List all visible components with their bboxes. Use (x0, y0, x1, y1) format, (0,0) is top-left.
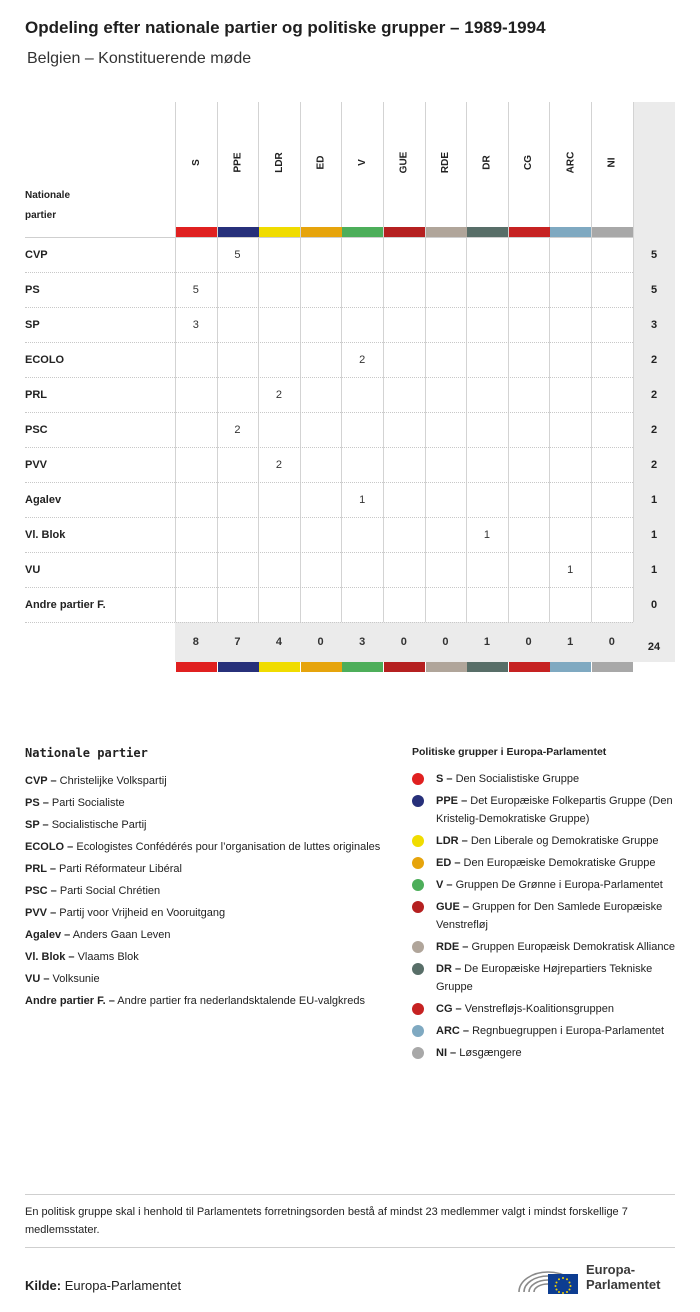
group-color-dot-icon (412, 879, 424, 891)
grand-total: 24 (647, 641, 661, 653)
group-color-bar (384, 227, 425, 237)
seat-value: 2 (275, 458, 283, 471)
party-seat-total: 1 (650, 563, 658, 576)
logo-line2: Parlamentet (586, 1277, 661, 1292)
legend-name: Det Europæiske Folkepartis Gruppe (Den Kristelig-Demokratiske Gruppe) (436, 795, 673, 825)
group-header-gue (383, 102, 425, 222)
group-color-dot-icon (412, 773, 424, 785)
legend-name: Gruppen Europæisk Demokratisk Alliance (468, 941, 676, 953)
group-color-bar (550, 227, 591, 237)
party-row-label: VU (25, 563, 41, 576)
group-legend-item (412, 960, 682, 996)
legend-name: Venstrefløjs-Koalitionsgruppen (461, 1003, 614, 1015)
national-party-legend-item (25, 838, 385, 856)
legend-name: Vlaams Blok (74, 951, 139, 963)
group-header-v (341, 102, 383, 222)
column-total: 4 (275, 636, 283, 648)
legend-name: Volksunie (49, 973, 100, 985)
group-header-label: DR (481, 154, 493, 170)
national-party-legend-item (25, 948, 385, 966)
group-color-dot-icon (412, 857, 424, 869)
legend-name: Christelijke Volkspartij (56, 775, 167, 787)
group-color-bar (509, 662, 550, 672)
group-color-dot-icon (412, 835, 424, 847)
group-color-bar (426, 227, 467, 237)
party-row-label: PS (25, 283, 40, 296)
seat-value: 3 (192, 318, 199, 331)
column-total: 8 (192, 636, 199, 648)
group-color-dot-icon (412, 1047, 424, 1059)
legend-name: Partij voor Vrijheid en Vooruitgang (56, 907, 226, 919)
legend-name: Løsgængere (456, 1047, 522, 1059)
group-color-bar (301, 227, 342, 237)
group-legend-item (412, 1000, 682, 1018)
seat-value: 2 (275, 388, 283, 401)
party-row-label: Agalev (25, 493, 62, 506)
group-header-label: LDR (273, 151, 285, 173)
group-legend-item (412, 1044, 682, 1062)
legend-name: Den Socialistiske Gruppe (452, 773, 580, 785)
group-color-bar (550, 662, 591, 672)
legend-code: NI – (436, 1047, 457, 1059)
group-header-label: ARC (564, 151, 576, 173)
groups-heading: Politiske grupper i Europa-Parlamentet (412, 746, 607, 758)
group-color-bar (467, 662, 508, 672)
legend-code: CVP – (25, 775, 57, 787)
legend-code: GUE – (436, 901, 470, 913)
group-color-bar (509, 227, 550, 237)
party-seat-total: 5 (650, 283, 658, 296)
national-party-legend-item (25, 772, 385, 790)
group-color-dot-icon (412, 901, 424, 913)
legend-code: PVV – (25, 907, 57, 919)
legend-code: PRL – (25, 863, 56, 875)
legend-code: V – (436, 879, 453, 891)
group-color-bar (592, 227, 633, 237)
national-party-legend-item (25, 992, 385, 1010)
national-parties-heading: Nationale partier (25, 746, 148, 760)
legend-name: Parti Social Chrétien (56, 885, 161, 897)
legend-code: PPE – (436, 795, 468, 807)
seat-value: 5 (234, 248, 241, 261)
group-header-rde (425, 102, 467, 222)
legend-name: Parti Réformateur Libéral (55, 863, 182, 875)
national-party-legend-item (25, 816, 385, 834)
column-total: 0 (525, 636, 532, 648)
legend-name: Den Liberale og Demokratiske Gruppe (467, 835, 659, 847)
group-header-label: NI (606, 157, 618, 167)
footnote: En politisk gruppe skal i henhold til Parlamentets forretningsorden bestå af mindst 23 medlemmer valgt i mindst forskellige 7 medlemsstater. (25, 1206, 628, 1236)
legend-name: Regnbuegruppen i Europa-Parlamentet (469, 1025, 665, 1037)
group-color-bar (218, 227, 259, 237)
seat-value: 2 (234, 423, 241, 436)
seat-value: 5 (192, 283, 199, 296)
legend-name: Den Europæiske Demokratiske Gruppe (460, 857, 656, 869)
party-row-label: ECOLO (25, 353, 65, 366)
group-color-bar (259, 662, 300, 672)
group-color-bar (218, 662, 259, 672)
party-seat-total: 2 (650, 388, 658, 401)
row-header: Nationale partier (25, 190, 71, 221)
group-color-bar (467, 227, 508, 237)
logo-text (586, 1262, 660, 1292)
legend-name: Anders Gaan Leven (70, 929, 171, 941)
column-total: 0 (317, 636, 324, 648)
legend-code: Vl. Blok – (25, 951, 75, 963)
seat-value: 1 (483, 528, 491, 541)
ep-logo (515, 1258, 680, 1298)
column-total: 3 (359, 636, 366, 648)
national-party-legend-item (25, 970, 385, 988)
national-party-legend-item (25, 794, 385, 812)
party-seat-total: 1 (650, 528, 658, 541)
group-header-dr (466, 102, 508, 222)
legend-name: De Europæiske Højrepartiers Tekniske Gruppe (436, 963, 653, 993)
group-legend-item (412, 770, 682, 788)
seat-value: 1 (359, 493, 366, 506)
group-color-bar (176, 227, 217, 237)
party-row-label: CVP (25, 248, 48, 261)
source (25, 1278, 181, 1293)
national-party-legend-item (25, 926, 385, 944)
group-color-bar (301, 662, 342, 672)
group-legend-item (412, 876, 682, 894)
legend-code: DR – (436, 963, 462, 975)
legend-code: LDR – (436, 835, 468, 847)
column-total: 7 (234, 636, 241, 648)
party-seat-total: 2 (650, 458, 658, 471)
legend-name: Ecologistes Confédérés pour l’organisation de luttes originales (73, 841, 381, 853)
party-seat-total: 1 (650, 493, 658, 506)
party-seat-total: 2 (650, 423, 658, 436)
legend-code: PS – (25, 797, 49, 809)
group-header-ni (591, 102, 633, 222)
party-row-label: Vl. Blok (25, 528, 66, 541)
column-total: 0 (400, 636, 407, 648)
group-color-bar (592, 662, 633, 672)
group-header-ldr (258, 102, 300, 222)
party-row-label: SP (25, 318, 40, 331)
legend-code: PSC – (25, 885, 57, 897)
legend-code: SP – (25, 819, 49, 831)
column-total: 1 (567, 636, 574, 648)
legend-name: Socialistische Partij (48, 819, 147, 831)
group-header-label: CG (523, 154, 535, 170)
page-subtitle: Belgien – Konstituerende møde (27, 50, 252, 67)
national-parties-legend (25, 746, 385, 1014)
groups-legend (412, 746, 682, 1066)
group-legend-item (412, 792, 682, 828)
legend-name: Andre partier fra nederlandsktalende EU-valgkreds (114, 995, 365, 1007)
source-label: Kilde: (25, 1278, 62, 1293)
legend-code: VU – (25, 973, 50, 985)
column-total: 1 (483, 636, 491, 648)
group-color-dot-icon (412, 941, 424, 953)
group-header-label: GUE (398, 151, 410, 173)
group-header-ed (300, 102, 342, 222)
seat-value: 1 (567, 563, 574, 576)
legend-code: S – (436, 773, 453, 785)
national-party-legend-item (25, 860, 385, 878)
group-header-label: RDE (440, 151, 452, 173)
page-title: Opdeling efter nationale partier og politiske grupper – 1989-1994 (25, 18, 546, 37)
group-color-bar (426, 662, 467, 672)
group-legend-item (412, 938, 682, 956)
source-value: Europa-Parlamentet (64, 1278, 182, 1293)
group-color-bar (342, 227, 383, 237)
group-header-label: PPE (232, 151, 244, 173)
logo-line1: Europa- (586, 1262, 636, 1277)
group-header-label: V (356, 158, 368, 166)
legend-code: Andre partier F. – (25, 995, 115, 1007)
party-seat-total: 5 (650, 248, 658, 261)
column-total: 0 (608, 636, 615, 648)
legend-code: CG – (436, 1003, 462, 1015)
legend-name: Parti Socialiste (48, 797, 125, 809)
group-color-dot-icon (412, 963, 424, 975)
column-total: 0 (442, 636, 449, 648)
legend-code: RDE – (436, 941, 469, 953)
group-color-bar (342, 662, 383, 672)
party-row-label: PRL (25, 388, 47, 401)
group-color-bar (259, 227, 300, 237)
parliament-logo-icon (515, 1258, 581, 1298)
legend-name: Gruppen De Grønne i Europa-Parlamentet (452, 879, 663, 891)
group-color-bar (176, 662, 217, 672)
group-legend-item (412, 898, 682, 934)
group-legend-item (412, 854, 682, 872)
group-color-dot-icon (412, 1003, 424, 1015)
group-legend-item (412, 1022, 682, 1040)
party-row-label: PSC (25, 423, 48, 436)
legend-code: ARC – (436, 1025, 470, 1037)
party-row-label: Andre partier F. (25, 598, 106, 611)
national-party-legend-item (25, 904, 385, 922)
party-seat-total: 3 (650, 318, 658, 331)
legend-name: Gruppen for Den Samlede Europæiske Venstrefløj (436, 901, 663, 931)
group-legend-item (412, 832, 682, 850)
legend-code: ECOLO – (25, 841, 74, 853)
legend-code: ED – (436, 857, 461, 869)
divider (25, 1247, 675, 1248)
group-header-ppe (217, 102, 259, 222)
seat-value: 2 (359, 353, 366, 366)
group-header-label: ED (315, 155, 327, 169)
group-header-s (175, 102, 217, 222)
party-seat-total: 2 (650, 353, 658, 366)
party-row-label: PVV (25, 458, 48, 471)
group-header-label: S (190, 158, 202, 166)
legend-code: Agalev – (25, 929, 71, 941)
divider (25, 1194, 675, 1195)
party-seat-total: 0 (650, 598, 658, 611)
group-header-cg (508, 102, 550, 222)
group-color-dot-icon (412, 1025, 424, 1037)
national-party-legend-item (25, 882, 385, 900)
group-color-dot-icon (412, 795, 424, 807)
group-color-bar (384, 662, 425, 672)
group-header-arc (549, 102, 591, 222)
